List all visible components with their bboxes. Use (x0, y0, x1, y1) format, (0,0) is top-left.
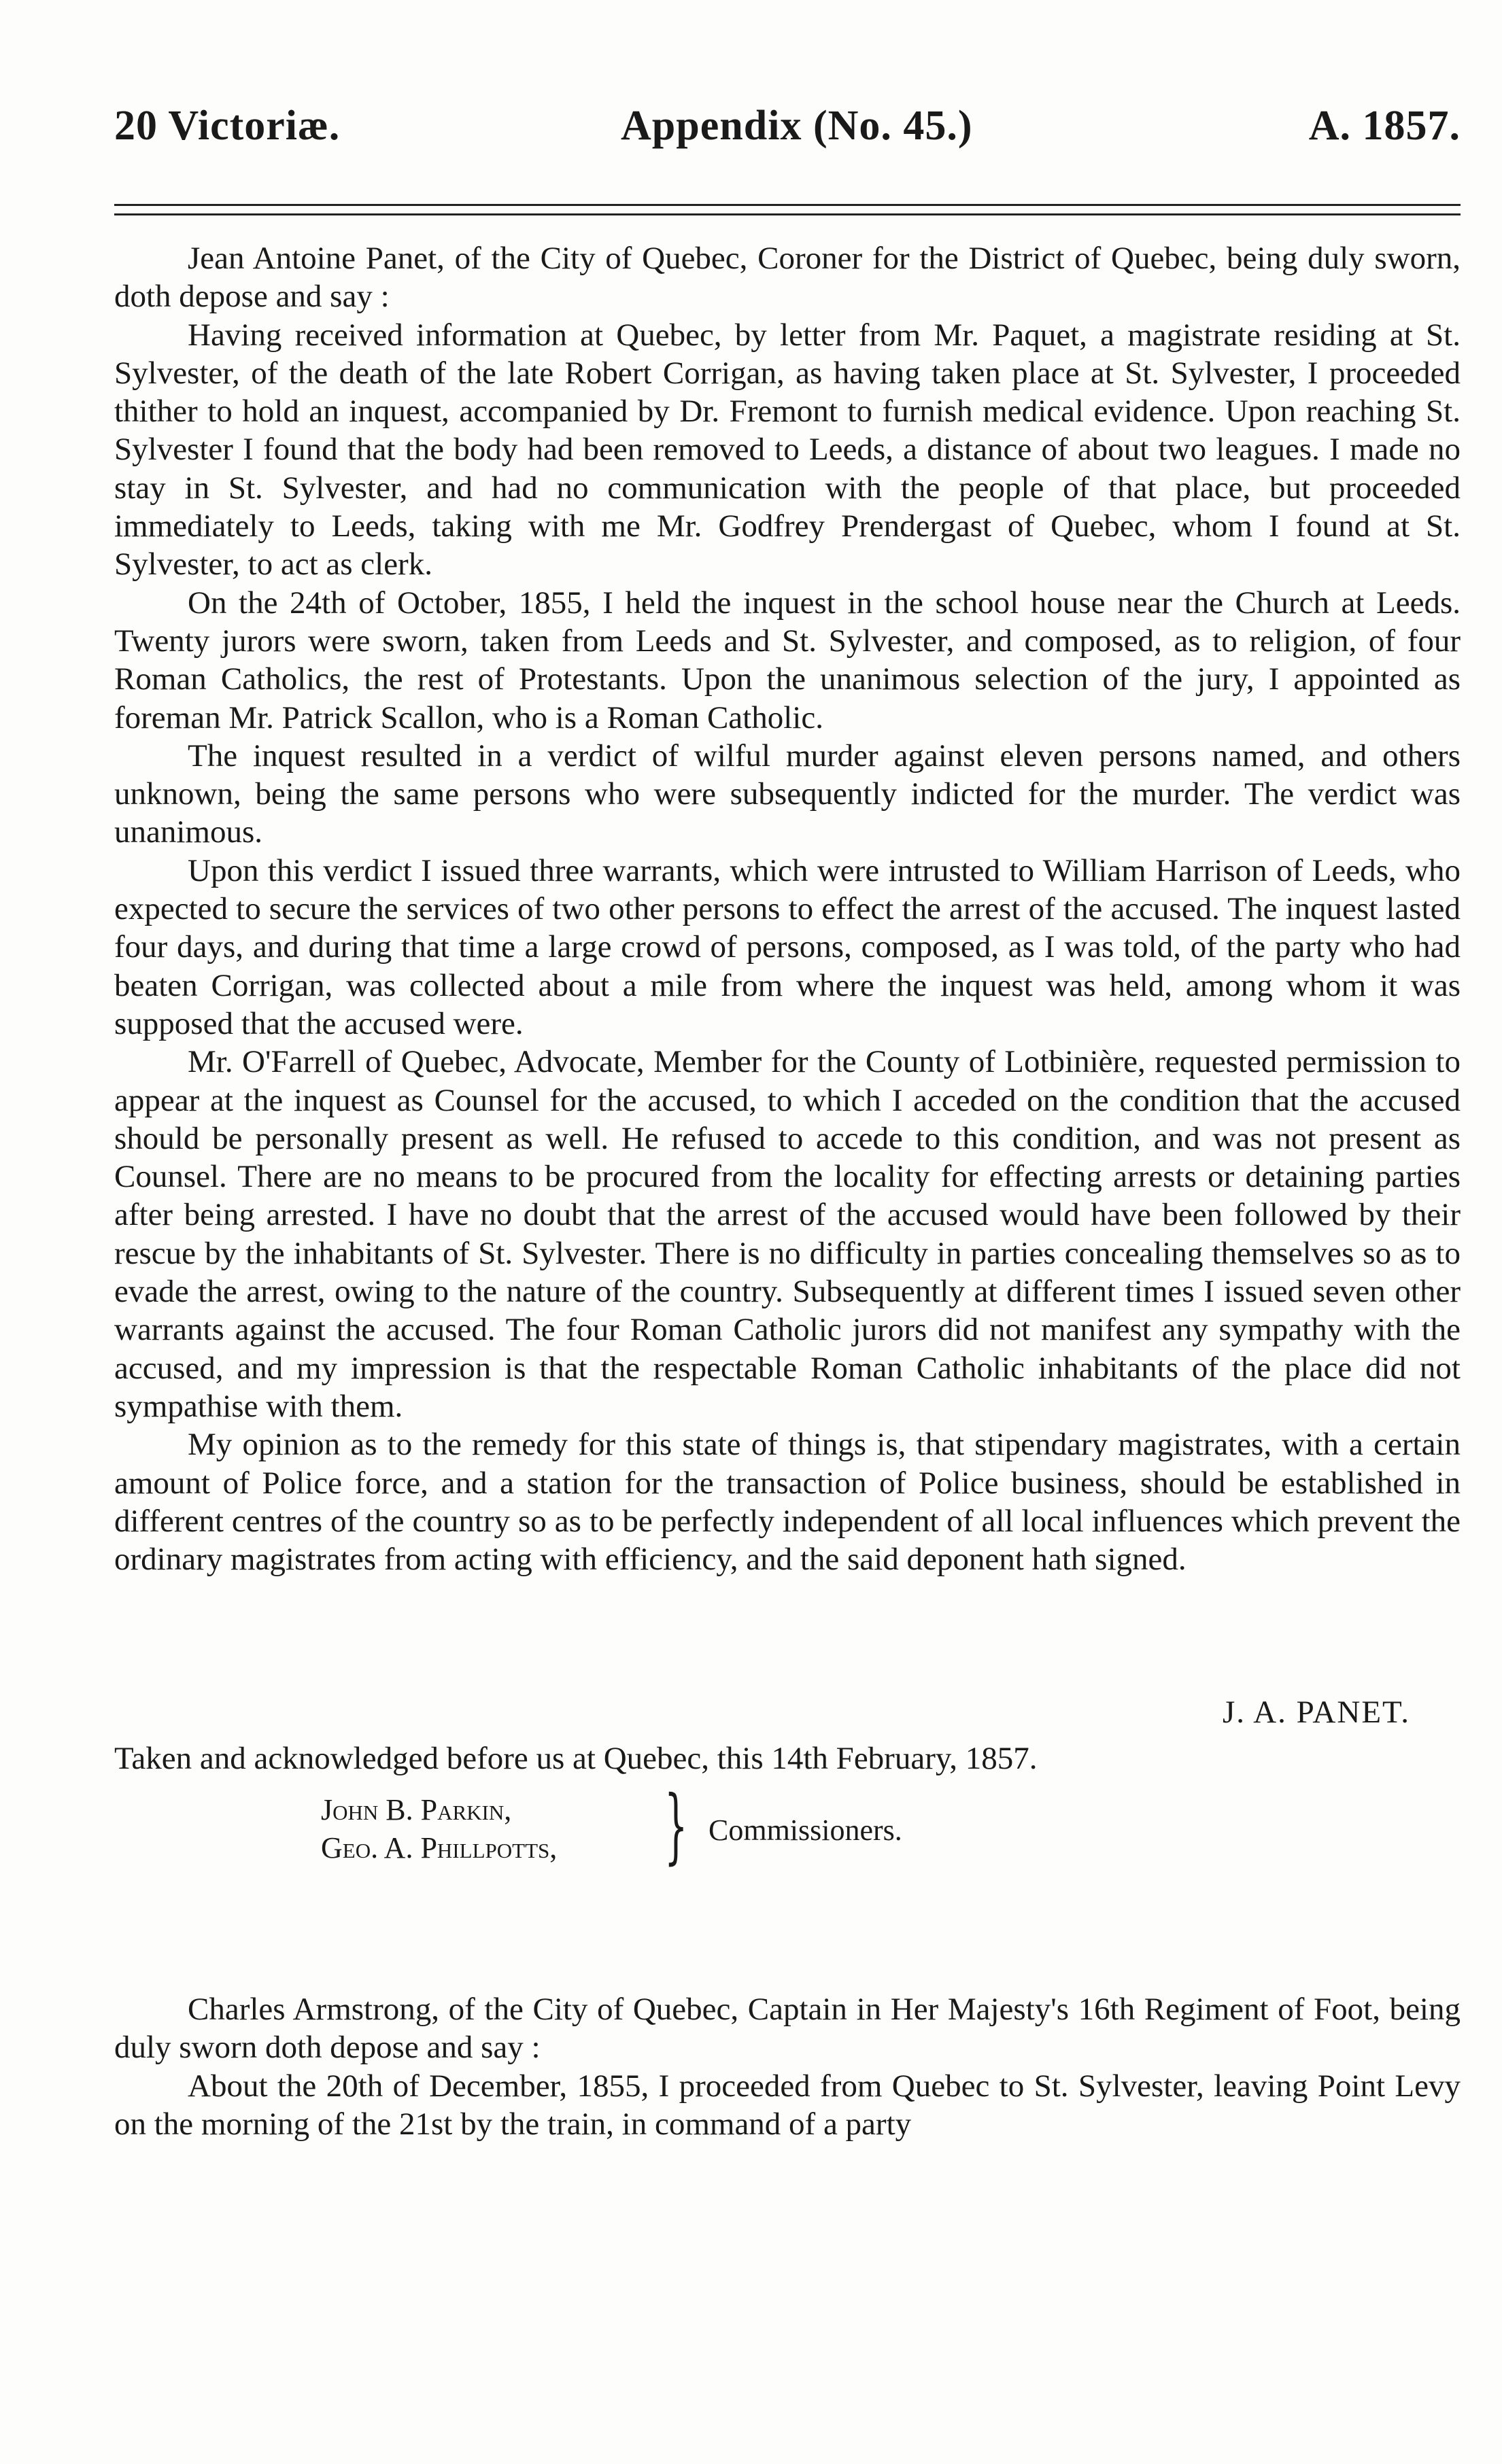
acknowledgement-line: Taken and acknowledged before us at Quebec, this 14th February, 1857. (114, 1741, 1038, 1776)
header-rule-bottom (114, 213, 1461, 215)
paragraph: Mr. O'Farrell of Quebec, Advocate, Member for the County of Lotbinière, requested permission to appear at the inquest as Counsel for the accused, to which I acceded on the condition that the accused should be personally present as well. He refused to accede to this condition, and was not present as Counsel. There are no means to be procured from the locality for effecting arrests or detaining parties after being arrested. I have no doubt that the arrest of the accused would have been followed by their rescue by the inhabitants of St. Sylvester. There is no difficulty in parties concealing themselves so as to evade the arrest, owing to the nature of the country. Subsequently at different times I issued seven other warrants against the accused. The four Roman Catholic jurors did not manifest any sympathy with the accused, and my impression is that the respectable Roman Catholic inhabitants of the place did not sympathise with them. (114, 1044, 1461, 1424)
commissioner-names (321, 1791, 557, 1867)
header-appendix: Appendix (No. 45.) (621, 103, 973, 149)
header-session: 20 Victoriæ. (114, 103, 341, 149)
commissioners-role: Commissioners. (709, 1814, 902, 1847)
paragraph: Having received information at Quebec, by letter from Mr. Paquet, a magistrate residing at St. Sylvester, of the death of the late Robert Corrigan, as having taken place at St. Sylvester, I proceeded thither to hold an inquest, accompanied by Dr. Fremont to furnish medical evidence. Upon reaching St. Sylvester I found that the body had been removed to Leeds, a distance of about two leagues. I made no stay in St. Sylvester, and had no communication with the people of that place, but proceeded immediately to Leeds, taking with me Mr. Godfrey Prendergast of Quebec, whom I found at St. Sylvester, to act as clerk. (114, 317, 1461, 583)
header-rule-top (114, 204, 1461, 206)
commissioner-name: John B. Parkin, (321, 1793, 512, 1826)
deposition-armstrong (114, 1990, 1461, 2143)
paragraph: The inquest resulted in a verdict of wilful murder against eleven persons named, and others unknown, being the same persons who were subsequently indicted for the murder. The verdict was unanimous. (114, 738, 1461, 850)
paragraph: My opinion as to the remedy for this state of things is, that stipendary magistrates, with a certain amount of Police force, and a station for the transaction of Police business, should be established in different centres of the country so as to be perfectly independent of all local influences which prevent the ordinary magistrates from acting with efficiency, and the said deponent hath signed. (114, 1427, 1461, 1578)
header-year: A. 1857. (1308, 103, 1461, 149)
commissioner-name: Geo. A. Phillpotts, (321, 1831, 558, 1864)
paragraph: Charles Armstrong, of the City of Quebec, Captain in Her Majesty's 16th Regiment of Foot, being duly sworn doth depose and say : (114, 1992, 1461, 2066)
deposition-panet (114, 239, 1461, 1578)
signature: J. A. PANET. (1222, 1695, 1410, 1730)
brace-icon: } (664, 1779, 688, 1873)
paragraph: Jean Antoine Panet, of the City of Quebec, Coroner for the District of Quebec, being duly sworn, doth depose and say : (114, 241, 1461, 315)
commissioners-block (321, 1779, 1001, 1879)
paragraph: Upon this verdict I issued three warrants, which were intrusted to William Harrison of Leeds, who expected to secure the services of two other persons to effect the arrest of the accused. The inquest lasted four days, and during that time a large crowd of persons, composed, as I was told, of the party who had beaten Corrigan, was collected about a mile from where the inquest was held, among whom it was supposed that the accused were. (114, 852, 1461, 1041)
page-header (114, 102, 1461, 163)
paragraph: On the 24th of October, 1855, I held the inquest in the school house near the Church at Leeds. Twenty jurors were sworn, taken from Leeds and St. Sylvester, and composed, as to religion, of four Roman Catholics, the rest of Protestants. Upon the unanimous selection of the jury, I appointed as foreman Mr. Patrick Scallon, who is a Roman Catholic. (114, 585, 1461, 735)
paragraph: About the 20th of December, 1855, I proceeded from Quebec to St. Sylvester, leaving Point Levy on the morning of the 21st by the train, in command of a party (114, 2068, 1461, 2142)
